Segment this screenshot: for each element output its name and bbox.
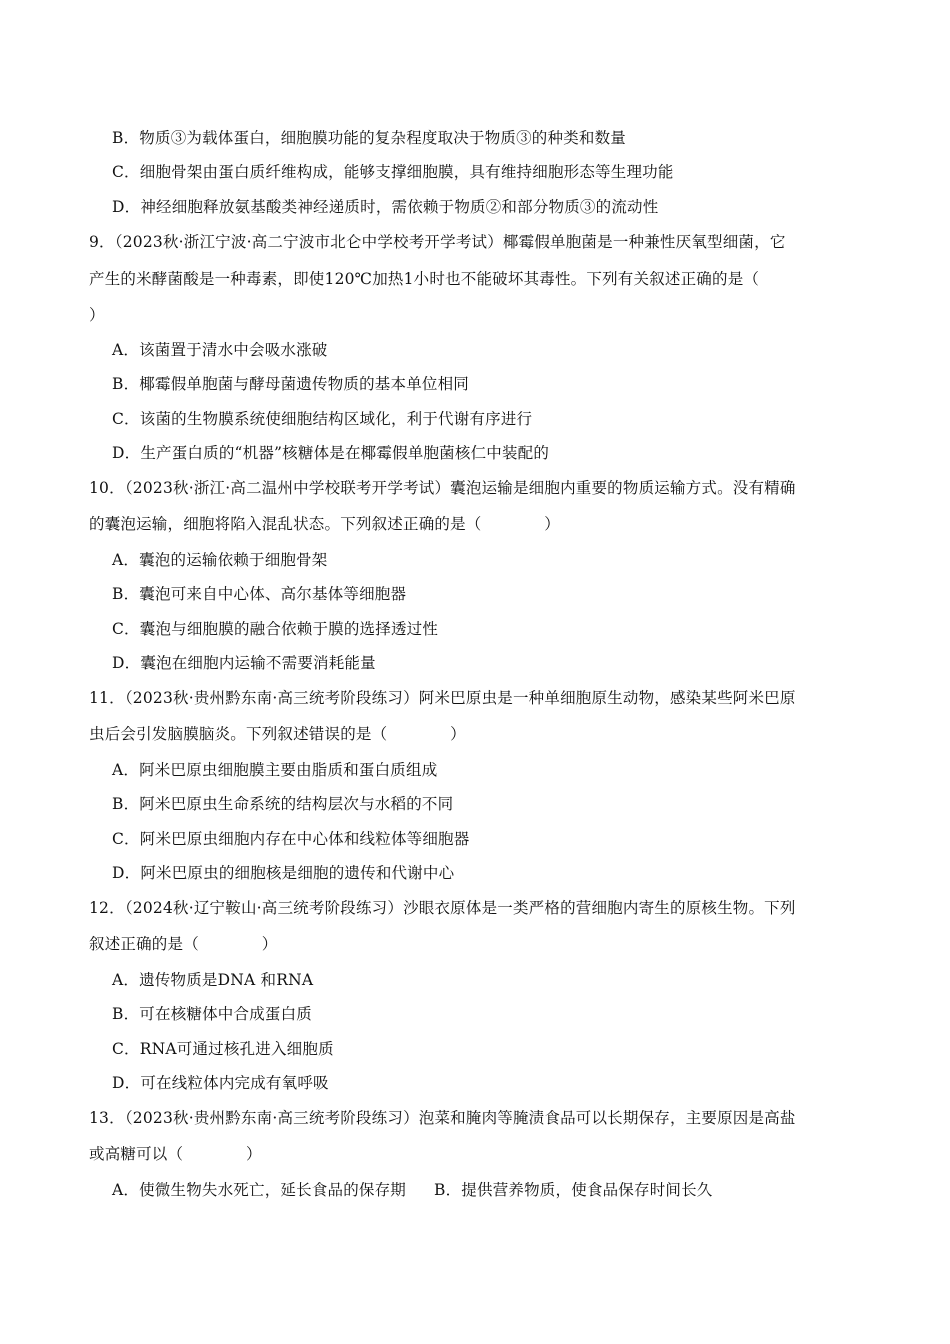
q12-option-a: A．遗传物质是DNA 和RNA xyxy=(112,971,314,989)
q11-option-a: A．阿米巴原虫细胞膜主要由脂质和蛋白质组成 xyxy=(112,761,438,779)
q10-stem-line2: 的囊泡运输，细胞将陷入混乱状态。下列叙述正确的是（ ） xyxy=(89,515,561,533)
q11-stem-line2: 虫后会引发脑膜脑炎。下列叙述错误的是（ ） xyxy=(89,725,466,743)
q12-option-b: B．可在核糖体中合成蛋白质 xyxy=(112,1005,312,1023)
q11-option-c: C．阿米巴原虫细胞内存在中心体和线粒体等细胞器 xyxy=(112,830,470,848)
q10-option-c: C．囊泡与细胞膜的融合依赖于膜的选择透过性 xyxy=(112,620,439,638)
q13-stem-line1: 13．（2023秋·贵州黔东南·高三统考阶段练习）泡菜和腌肉等腌渍食品可以长期保存，主要原因是高盐 xyxy=(89,1109,796,1127)
q13-option-a: A．使微生物失水死亡，延长食品的保存期 xyxy=(112,1181,406,1199)
q12-stem-line2: 叙述正确的是（ ） xyxy=(89,935,278,953)
q12-option-d: D．可在线粒体内完成有氧呼吸 xyxy=(112,1074,329,1092)
q10-option-b: B．囊泡可来自中心体、高尔基体等细胞器 xyxy=(112,585,407,603)
q9-option-c: C．该菌的生物膜系统使细胞结构区域化，利于代谢有序进行 xyxy=(112,410,533,428)
q12-option-c: C．RNA可通过核孔进入细胞质 xyxy=(112,1040,334,1058)
q11-option-b: B．阿米巴原虫生命系统的结构层次与水稻的不同 xyxy=(112,795,454,813)
q13-options-row xyxy=(112,1180,713,1200)
q10-option-a: A．囊泡的运输依赖于细胞骨架 xyxy=(112,551,328,569)
q13-stem-line2: 或高糖可以（ ） xyxy=(89,1145,262,1163)
q9-stem-line1: 9．（2023秋·浙江宁波·高二宁波市北仑中学校考开学考试）椰霉假单胞菌是一种兼性厌氧型细菌，它 xyxy=(89,233,786,251)
q9-option-b: B．椰霉假单胞菌与酵母菌遗传物质的基本单位相同 xyxy=(112,375,469,393)
q11-stem-line1: 11．（2023秋·贵州黔东南·高三统考阶段练习）阿米巴原虫是一种单细胞原生动物，感染某些阿米巴原 xyxy=(89,689,796,707)
q8-option-b: B．物质③为载体蛋白，细胞膜功能的复杂程度取决于物质③的种类和数量 xyxy=(112,129,626,147)
q9-stem-line2: 产生的米酵菌酸是一种毒素，即使120℃加热1小时也不能破坏其毒性。下列有关叙述正确的是（ xyxy=(89,270,760,288)
q8-option-c: C．细胞骨架由蛋白质纤维构成，能够支撑细胞膜，具有维持细胞形态等生理功能 xyxy=(112,163,674,181)
q9-option-a: A．该菌置于清水中会吸水涨破 xyxy=(112,341,328,359)
q11-option-d: D．阿米巴原虫的细胞核是细胞的遗传和代谢中心 xyxy=(112,864,455,882)
q8-option-d: D．神经细胞释放氨基酸类神经递质时，需依赖于物质②和部分物质③的流动性 xyxy=(112,198,659,216)
q9-stem-line3: ） xyxy=(89,306,105,324)
q10-option-d: D．囊泡在细胞内运输不需要消耗能量 xyxy=(112,654,376,672)
q13-option-b: B．提供营养物质，使食品保存时间长久 xyxy=(434,1181,713,1199)
q9-option-d: D．生产蛋白质的“机器”核糖体是在椰霉假单胞菌核仁中装配的 xyxy=(112,444,550,462)
q12-stem-line1: 12．（2024秋·辽宁鞍山·高三统考阶段练习）沙眼衣原体是一类严格的营细胞内寄生的原核生物。下列 xyxy=(89,899,796,917)
q10-stem-line1: 10．（2023秋·浙江·高二温州中学校联考开学考试）囊泡运输是细胞内重要的物质运输方式。没有精确 xyxy=(89,479,796,497)
